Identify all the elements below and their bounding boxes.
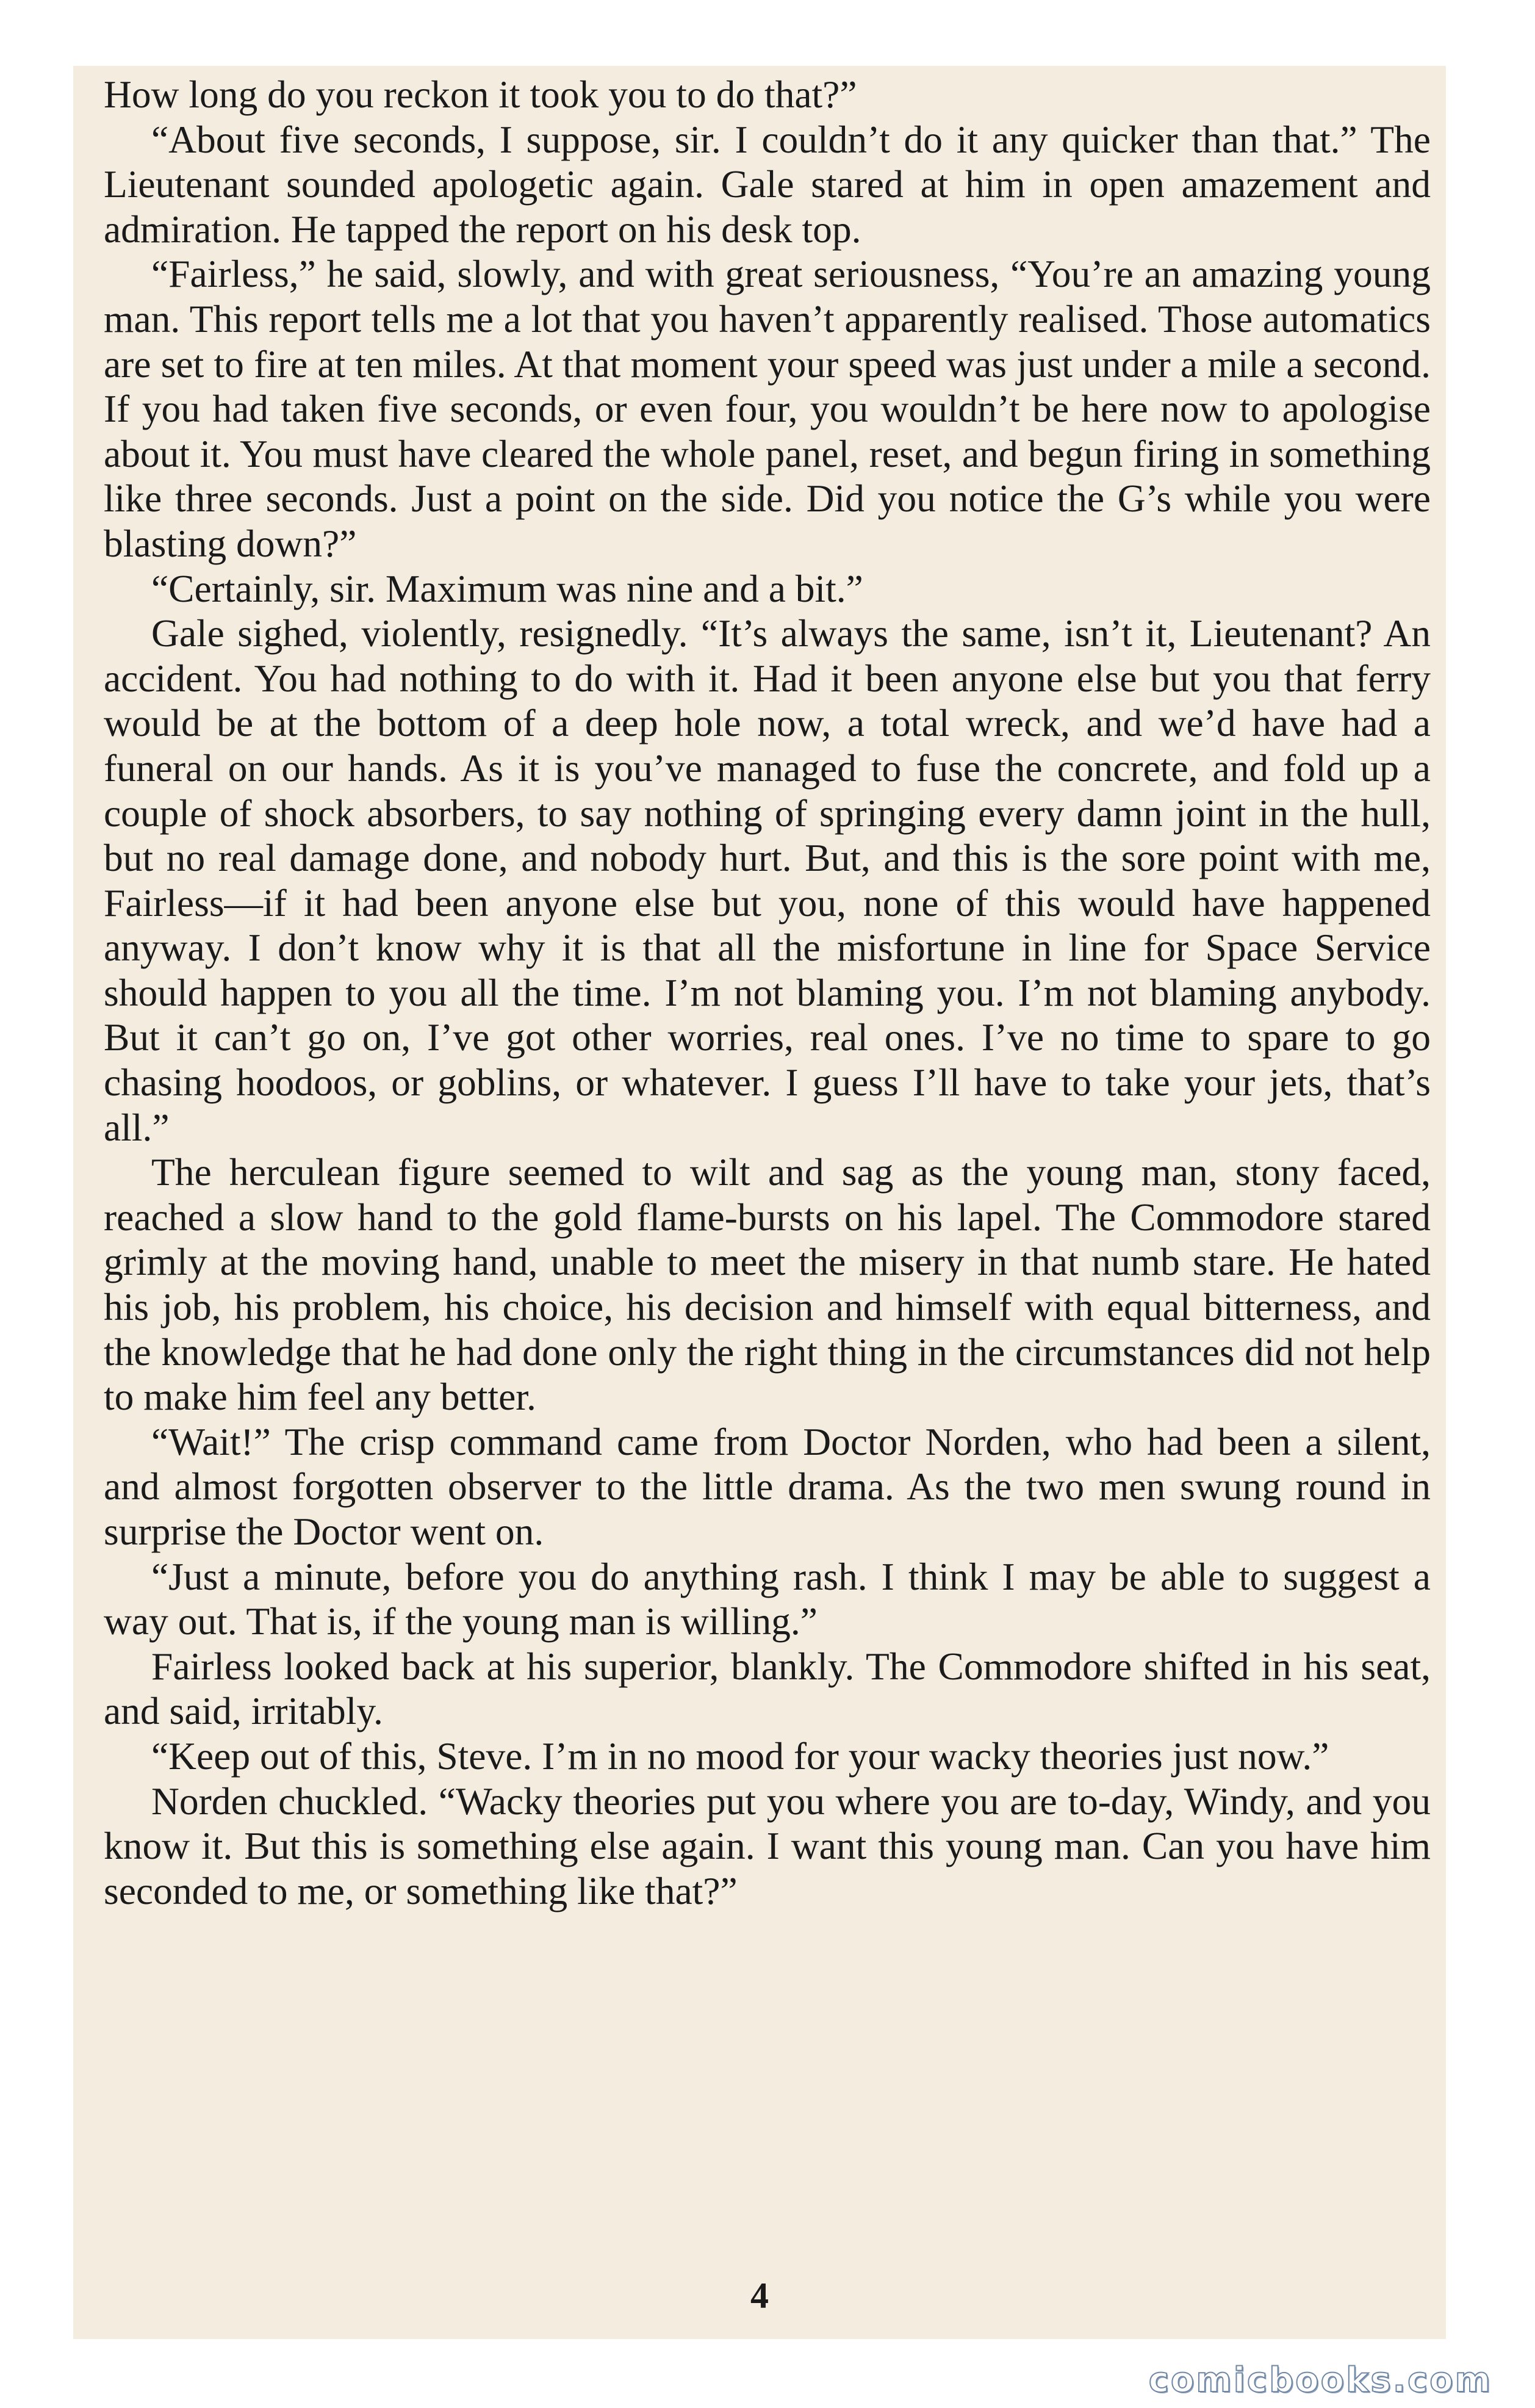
paragraph-2: “About five seconds, I suppose, sir. I couldn’t do it any quicker than that.” The Lieutenant sounded apologetic again. Gale stared at him in open amazement and admiration. He tapped the report on his desk top. <box>104 117 1431 251</box>
page-number: 4 <box>750 2276 769 2316</box>
paragraph-11: Norden chuckled. “Wacky theories put you where you are to-day, Windy, and you know it. But this is something else again. I want this young man. Can you have him seconded to me, or something like that?” <box>104 1779 1431 1912</box>
paragraph-8: “Just a minute, before you do anything rash. I think I may be able to suggest a way out. That is, if the young man is willing.” <box>104 1554 1431 1643</box>
paragraph-1: How long do you reckon it took you to do that?” <box>104 73 857 116</box>
paragraph-9: Fairless looked back at his superior, blankly. The Commodore shifted in his seat, and said, irritably. <box>104 1644 1431 1733</box>
paragraph-5: Gale sighed, violently, resignedly. “It’s always the same, isn’t it, Lieutenant? An accident. You had nothing to do with it. Had it been anyone else but you that ferry would be at the bottom of a deep hole now, a total wreck, and we’d have had a funeral on our hands. As it is you’ve managed to fuse the concrete, and fold up a couple of shock absorbers, to say nothing of springing every damn joint in the hull, but no real damage done, and nobody hurt. But, and this is the sore point with me, Fairless—if it had been anyone else but you, none of this would have happened anyway. I don’t know why it is that all the misfortune in line for Space Service should happen to you all the time. I’m not blaming you. I’m not blaming anybody. But it can’t go on, I’ve got other worries, real ones. I’ve no time to spare to go chasing hoodoos, or goblins, or whatever. I guess I’ll have to take your jets, that’s all.” <box>104 611 1431 1149</box>
story-text <box>104 72 1431 1913</box>
book-page <box>73 66 1446 2339</box>
paragraph-3: “Fairless,” he said, slowly, and with great seriousness, “You’re an amazing young man. This report tells me a lot that you haven’t apparently realised. Those automatics are set to fire at ten miles. At that moment your speed was just under a mile a second. If you had taken five seconds, or even four, you wouldn’t be here now to apologise about it. You must have cleared the whole panel, reset, and begun firing in something like three seconds. Just a point on the side. Did you notice the G’s while you were blasting down?” <box>104 252 1431 565</box>
paragraph-6: The herculean figure seemed to wilt and sag as the young man, stony faced, reached a slow hand to the gold flame-bursts on his lapel. The Commodore stared grimly at the moving hand, unable to meet the misery in that numb stare. He hated his job, his problem, his choice, his decision and himself with equal bitterness, and the knowledge that he had done only the right thing in the circumstances did not help to make him feel any better. <box>104 1150 1431 1419</box>
paragraph-4: “Certainly, sir. Maximum was nine and a bit.” <box>151 566 863 610</box>
paragraph-7: “Wait!” The crisp command came from Doctor Norden, who had been a silent, and almost forgotten observer to the little drama. As the two men swung round in surprise the Doctor went on. <box>104 1419 1431 1553</box>
site-watermark: comicbooks.com <box>1148 2360 1492 2400</box>
paragraph-10: “Keep out of this, Steve. I’m in no mood for your wacky theories just now.” <box>151 1734 1329 1778</box>
